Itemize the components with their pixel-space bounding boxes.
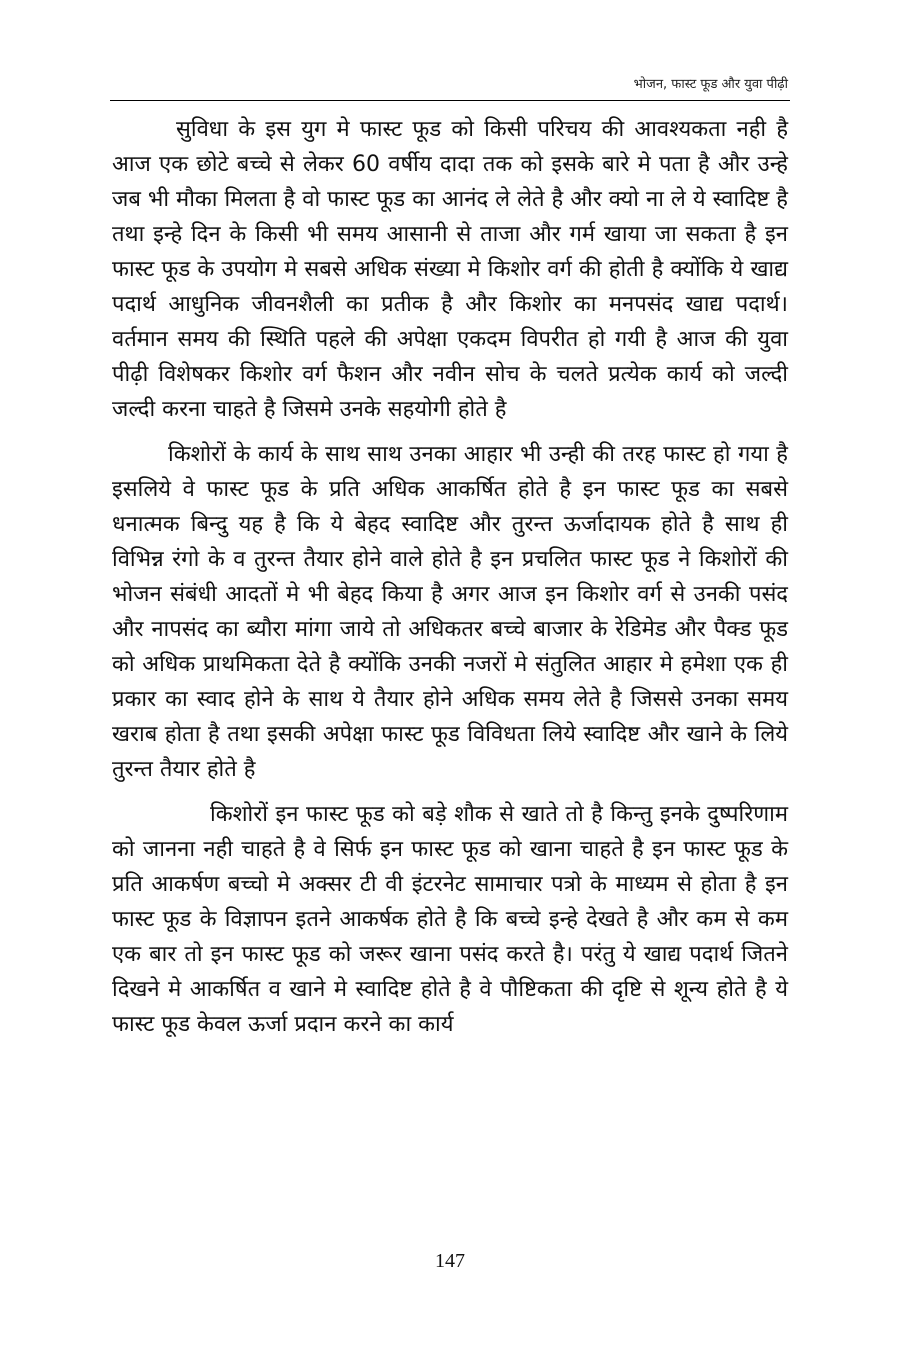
running-head-title: भोजन, फास्ट फूड और युवा पीढ़ी [633,77,788,92]
paragraph: किशोरों के कार्य के साथ साथ उनका आहार भी उन्ही की तरह फास्ट हो गया है इसलिये वे फास्ट फूड के प्रति अधिक आकर्षित होते है इन फास्ट फूड का सबसे धनात्मक बिन्दु यह है कि ये बेहद स्वादिष्ट और तुरन्त ऊर्जादायक होते है साथ ही विभिन्न रंगो के व तुरन्त तैयार होने वाले होते है इन प्रचलित फास्ट फूड ने किशोरों की भोजन संबंधी आदतों मे भी बेहद किया है अगर आज इन किशोर वर्ग से उनकी पसंद और नापसंद का ब्यौरा मांगा जाये तो अधिकतर बच्चे बाजार के रेडिमेड और पैक्ड फूड को अधिक प्राथमिकता देते है क्योंकि उनकी नजरों मे संतुलित आहार मे हमेशा एक ही प्रकार का स्वाद होने के साथ ये तैयार होने अधिक समय लेते है जिससे उनका समय खराब होता है तथा इसकी अपेक्षा फास्ट फूड विविधता लिये स्वादिष्ट और खाने के लिये तुरन्त तैयार होते है [112,442,788,782]
paragraph: सुविधा के इस युग मे फास्ट फूड को किसी परिचय की आवश्यकता नही है आज एक छोटे बच्चे से लेकर 60 वर्षीय दादा तक को इसके बारे मे पता है और उन्हे जब भी मौका मिलता है वो फास्ट फूड का आनंद ले लेते है और क्यो ना ले ये स्वादिष्ट है तथा इन्हे दिन के किसी भी समय आसानी से ताजा और गर्म खाया जा सकता है इन फास्ट फूड के उपयोग मे सबसे अधिक संख्या मे किशोर वर्ग की होती है क्योंकि ये खाद्य पदार्थ आधुनिक जीवनशैली का प्रतीक है और किशोर का मनपसंद खाद्य पदार्थ। वर्तमान समय की स्थिति पहले की अपेक्षा एकदम विपरीत हो गयी है आज की युवा पीढ़ी विशेषकर किशोर वर्ग फैशन और नवीन सोच के चलते प्रत्येक कार्य को जल्दी जल्दी करना चाहते है जिसमे उनके सहयोगी होते है [112,117,788,422]
header-divider [110,100,790,101]
paragraph: किशोरों इन फास्ट फूड को बड़े शौक से खाते तो है किन्तु इनके दुष्परिणाम को जानना नही चाहते है वे सिर्फ इन फास्ट फूड को खाना चाहते है इन फास्ट फूड के प्रति आकर्षण बच्चो मे अक्सर टी वी इंटरनेट सामाचार पत्रो के माध्यम से होता है इन फास्ट फूड के विज्ञापन इतने आकर्षक होते है कि बच्चे इन्हे देखते है और कम से कम एक बार तो इन फास्ट फूड को जरूर खाना पसंद करते है। परंतु ये खाद्य पदार्थ जितने दिखने मे आकर्षित व खाने मे स्वादिष्ट होते है वे पौष्टिकता की दृष्टि से शून्य होते है ये फास्ट फूड केवल ऊर्जा प्रदान करने का कार्य [112,802,788,1037]
body-text [112,112,788,1042]
page-number: 147 [435,1250,465,1272]
